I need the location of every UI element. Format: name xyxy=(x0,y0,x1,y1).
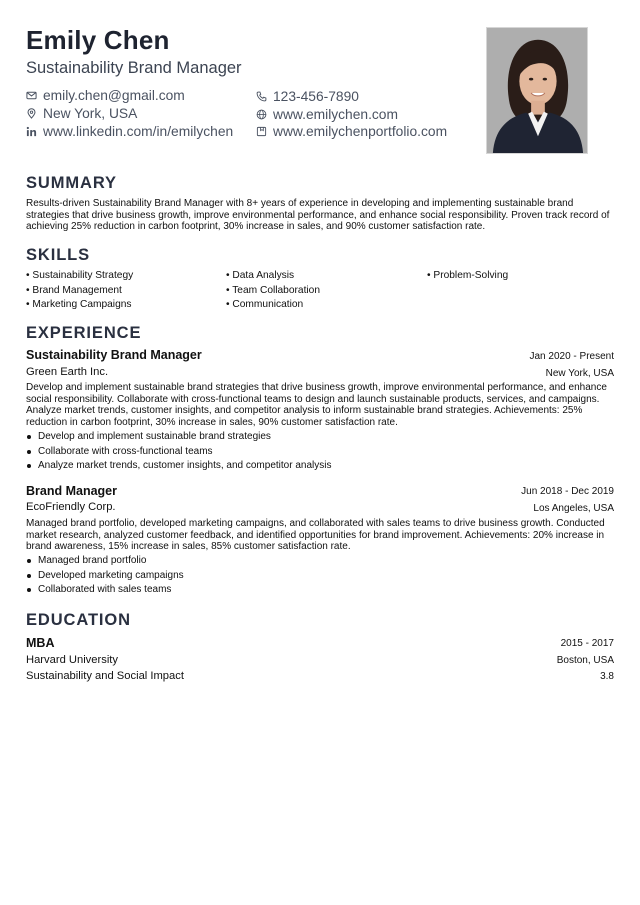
job-dates: Jan 2020 - Present xyxy=(529,351,614,362)
job-location: Los Angeles, USA xyxy=(533,503,614,514)
envelope-icon xyxy=(26,90,37,101)
job-bullet: Collaborated with sales teams xyxy=(26,584,171,595)
skill-item: • Sustainability Strategy xyxy=(26,270,134,281)
skill-item: • Communication xyxy=(226,299,304,310)
education-location: Boston, USA xyxy=(556,655,614,666)
website-text: www.emilychen.com xyxy=(273,107,398,122)
job-role: Sustainability Brand Manager xyxy=(26,348,202,362)
globe-icon xyxy=(256,109,267,120)
contact-linkedin[interactable] xyxy=(26,124,233,139)
profile-photo xyxy=(486,27,588,154)
job-bullet: Developed marketing campaigns xyxy=(26,570,184,581)
education-dates: 2015 - 2017 xyxy=(560,638,614,649)
skill-item: • Data Analysis xyxy=(226,270,295,281)
job-dates: Jun 2018 - Dec 2019 xyxy=(521,486,614,497)
education-degree: MBA xyxy=(26,636,55,650)
linkedin-icon xyxy=(26,126,37,137)
contact-website[interactable] xyxy=(256,107,398,122)
experience-heading: EXPERIENCE xyxy=(26,324,142,342)
phone-icon xyxy=(256,91,267,102)
job-bullet: Collaborate with cross-functional teams xyxy=(26,446,213,457)
contact-phone[interactable] xyxy=(256,89,359,104)
education-school: Harvard University xyxy=(26,654,119,666)
job-role: Brand Manager xyxy=(26,484,117,498)
job-description: Managed brand portfolio, developed marketing campaigns, and collaborated with sales teams to drive business growth. Conducted market research, analyzed customer feedback, and identified opportunities for brand improvement. Achievements: 20% increase in brand awareness, 15% increase in sales, 85% customer satisfaction rate. xyxy=(26,518,605,553)
location-text: New York, USA xyxy=(43,106,138,121)
contact-email[interactable] xyxy=(26,88,185,103)
portfolio-text: www.emilychenportfolio.com xyxy=(273,124,448,139)
job-location: New York, USA xyxy=(545,368,614,379)
portfolio-icon xyxy=(256,126,267,137)
email-text: emily.chen@gmail.com xyxy=(43,88,185,103)
phone-text: 123-456-7890 xyxy=(273,89,359,104)
summary-heading: SUMMARY xyxy=(26,174,117,192)
education-field: Sustainability and Social Impact xyxy=(26,670,184,682)
job-bullet: Analyze market trends, customer insights, and competitor analysis xyxy=(26,460,331,471)
job-bullet: Develop and implement sustainable brand strategies xyxy=(26,431,271,442)
job-bullet: Managed brand portfolio xyxy=(26,555,146,566)
contact-portfolio[interactable] xyxy=(256,124,447,139)
candidate-name: Emily Chen xyxy=(26,25,170,55)
linkedin-text: www.linkedin.com/in/emilychen xyxy=(43,124,234,139)
job-description: Develop and implement sustainable brand strategies that drive business growth, improve environmental performance, and enhance social responsibility. Collaborate with cross-functional teams to design and launch sustainable products, services, and campaigns. Analyze market trends, customer insights, and competitor analysis to inform sustainable brand strategies. Achievements: 25% reduction in carbon footprint, 30% increase in sales, 90% customer satisfaction rate. xyxy=(26,382,607,428)
skill-item: • Brand Management xyxy=(26,285,122,296)
candidate-title: Sustainability Brand Manager xyxy=(26,59,242,77)
skill-item: • Marketing Campaigns xyxy=(26,299,132,310)
skill-item: • Team Collaboration xyxy=(226,285,320,296)
job-company: Green Earth Inc. xyxy=(26,366,109,378)
skills-heading: SKILLS xyxy=(26,246,91,264)
contact-location xyxy=(26,106,137,121)
map-pin-icon xyxy=(26,108,37,119)
education-heading: EDUCATION xyxy=(26,611,131,629)
skill-item: • Problem-Solving xyxy=(427,270,509,281)
education-gpa: 3.8 xyxy=(600,671,614,682)
summary-text: Results-driven Sustainability Brand Manager with 8+ years of experience in developing and implementing sustainable brand strategies that drive business growth, improve environmental performance, and enhance social responsibility. Proven track record of achieving 25% reduction in carbon footprint, 30% increase in sales, and 90% customer satisfaction rate. xyxy=(26,198,610,233)
job-company: EcoFriendly Corp. xyxy=(26,501,116,513)
